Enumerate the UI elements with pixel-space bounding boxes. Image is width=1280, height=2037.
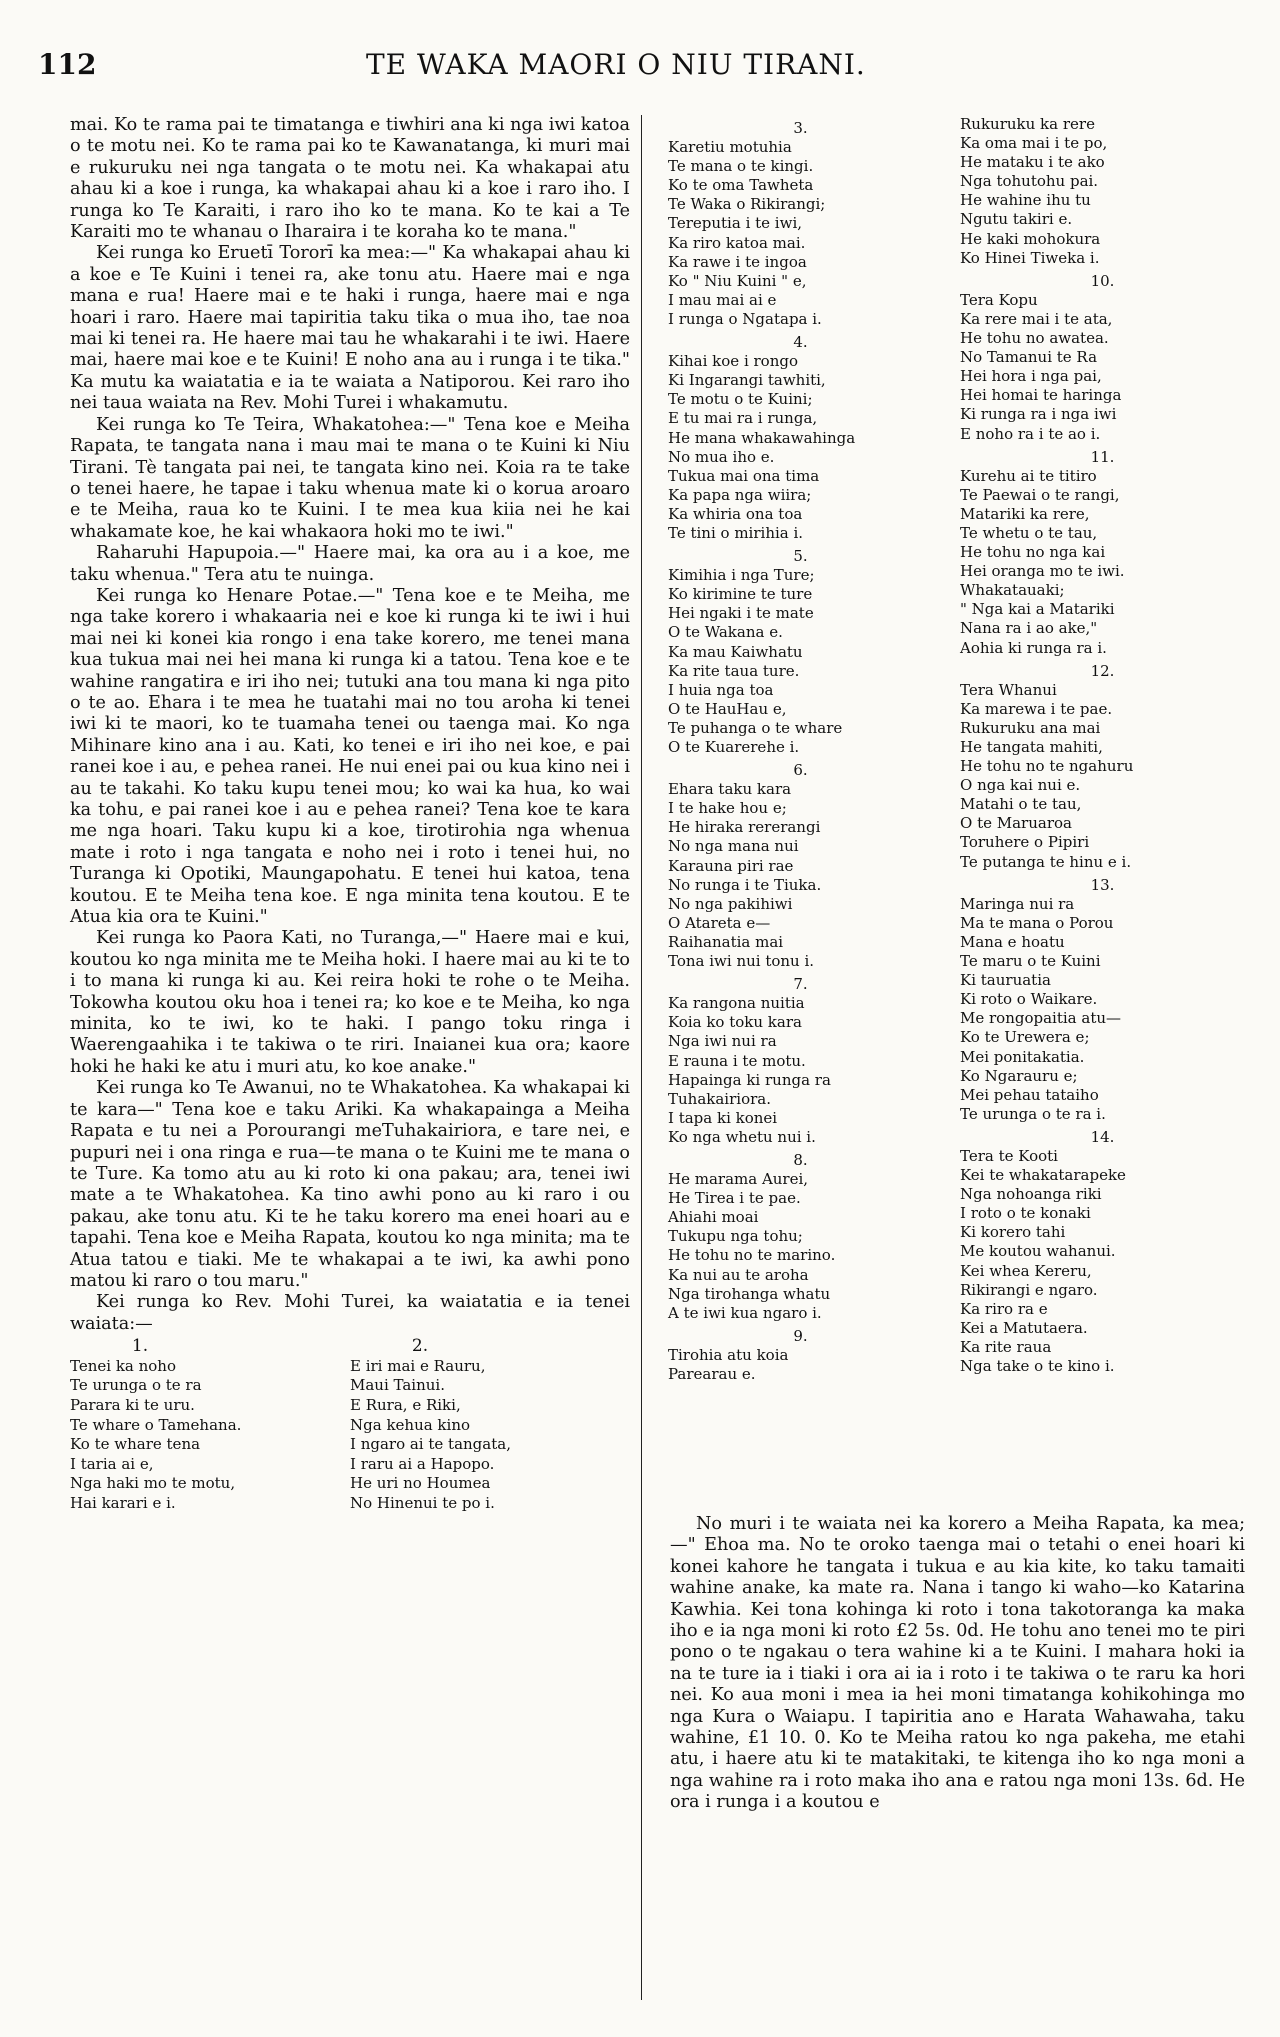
verse-line: Nga iwi nui ra	[668, 1032, 777, 1051]
song-verse	[668, 1151, 933, 1323]
verse-line: I ngaro ai te tangata,	[350, 1435, 511, 1454]
verse-number: 2.	[411, 1336, 429, 1357]
verse-line: Ka rangona nuitia	[668, 994, 805, 1013]
verse-line: I roto o te konaki	[960, 1204, 1091, 1223]
paragraph: Kei runga ko Paora Kati, no Turanga,—" Haere mai e kui, koutou ko nga minita me te Meiha hoki. I haere mai au ki te to i to mana ki runga ki au. Kei reira hoki te rohe o te Meiha. Tokowha koutou oku hoa i tenei ra; ko koe e te Meiha, ko nga minita, ko te iwi, ko te haki. I pango toku ringa i Waerengaahika i te takiwa o te riri. Inaianei kua ora; kaore hoki he haki ke atu i muri atu, ko koe anake."	[70, 928, 630, 1077]
song-verses-1-2	[70, 1337, 630, 1513]
verse-line: Ka mau Kaiwhatu	[668, 642, 803, 661]
verse-line: Karetiu motuhia	[668, 138, 792, 157]
verse-line: Te putanga te hinu e i.	[960, 852, 1132, 871]
verse-line: He tohu no awatea.	[960, 329, 1109, 348]
verse-line: Me koutou wahanui.	[960, 1242, 1116, 1261]
paragraph: Kei runga ko Eruetī Tororī ka mea:—" Ka whakapai ahau ki a koe e Te Kuini i tenei ra, ake tonu atu. Haere mai e nga mana e rua! Haere mai e te haki i runga, haere mai e nga hoari i raro. Haere mai tapiritia taku tika o mua iho, tae noa mai ki tenei ra. He haere mai tau he whakarahi i te iwi. Haere mai, haere mai koe e te Kuini! E noho ana au i runga i te tika." Ka mutu ka waiatatia e ia te waiata a Natiporou. Kei raro iho nei taua waiata na Rev. Mohi Turei i whakamutu.	[70, 243, 630, 414]
verse-number: 10.	[1090, 271, 1115, 290]
verse-line: He mana whakawahinga	[668, 428, 856, 447]
verse-line: Matahi o te tau,	[960, 795, 1082, 814]
verse-line: Te Waka o Rikirangi;	[668, 195, 826, 214]
verse-line: Ko te Urewera e;	[960, 1028, 1090, 1047]
song-verse	[960, 662, 1245, 872]
verse-line: No nga pakihiwi	[668, 894, 793, 913]
song-verse	[668, 975, 933, 1147]
verse-line: O te Maruaroa	[960, 814, 1072, 833]
verse-line: Ahiahi moai	[668, 1208, 759, 1227]
verse-line: Kei whea Kereru,	[960, 1261, 1092, 1280]
page-number: 112	[38, 48, 97, 81]
paragraph: Kei runga ko Henare Potae.—" Tena koe e te Meiha, me nga take korero i whakaaria nei e koe ki runga ki te iwi i hui mai nei ki konei kia rongo i ena take korero, me tenei mana kua tukua mai nei hei mana ki runga ki a tatou. Tena koe e te wahine rangatira e iri iho nei; tutuki ana tou mana ki nga pito o te ao. Ehara i te mea he tuatahi mai no tou aroha ki tenei iwi ki te maori, ko te tuamaha tenei ou taenga mai. Ko nga Mihinare kino ana i au. Kati, ko tenei e iri iho nei koe, e pai ranei koe i au, e pehea ranei. He nui enei pai ou kua kino nei i au te takahi. Ko taku kupu tenei mou; ko wai ka hua, ko wai ka tohu, e pai ranei koe i au e pehea ranei? Tena koe te kara me nga hoari. Taku kupu ki a koe, tirotirohia nga whenua mate i roto i nga tangata e noho nei i roto i tenei hui, no Turanga ki Opotiki, Maungapohatu. E tenei hui katoa, tena koutou. E te Meiha tena koe. E nga minita tena koutou. E te Atua kia ora te Kuini."	[70, 585, 630, 928]
paragraph: Kei runga ko Rev. Mohi Turei, ka waiatatia e ia tenei waiata:—	[70, 1292, 630, 1334]
verse-line: Hei oranga mo te iwi.	[960, 562, 1125, 581]
paragraph: Kei runga ko Te Awanui, no te Whakatohea. Ka whakapai ki te kara—" Tena koe e taku Ariki. Ka whakapainga a Meiha Rapata e tu nei a Porourangi meTuhakairiora, e tare nei, e pupuri nei i ona ringa e rua—te mana o te Kuini me te mana o te Ture. Ka tomo atu au ki roto ki ona pakau; ara, tenei iwi mate a te Whakatohea. Ka tino awhi pono au ki raro i ou pakau, ake tonu atu. Ki te he taku korero ma enei hoari au e tapahi. Tena koe e Meiha Rapata, koutou ko nga minita; ma te Atua tatou e tiaki. Me te whakapai a te iwi, ka awhi pono matou ki raro o tou maru."	[70, 1078, 630, 1291]
verse-number: 12.	[1090, 661, 1115, 680]
verse-line: Mei pehau tataiho	[960, 1085, 1099, 1104]
verse-line: He mataku i te ako	[960, 153, 1105, 172]
verse-line: Raihanatia mai	[668, 932, 784, 951]
verse-line: Te urunga o te ra	[70, 1376, 202, 1395]
song-verse	[668, 119, 933, 329]
verse-number: 9.	[793, 1326, 808, 1345]
verse-line: Rikirangi e ngaro.	[960, 1280, 1098, 1299]
verse-line: O te Kuarerehe i.	[668, 738, 800, 756]
verse-line: Te whare o Tamehana.	[70, 1415, 242, 1434]
verse-line: Rukuruku ka rere	[960, 115, 1095, 133]
verse-line: O te Wakana e.	[668, 623, 783, 642]
verse-line: He wahine ihu tu	[960, 191, 1091, 210]
verse-line: Me rongopaitia atu—	[960, 1009, 1122, 1028]
song-verse-2	[350, 1337, 630, 1513]
verse-line: He uri no Houmea	[350, 1474, 491, 1493]
verse-line: Te tini o mirihia i.	[668, 523, 804, 542]
verse-line: Ko nga whetu nui i.	[668, 1127, 816, 1146]
verse-line: No mua iho e.	[668, 447, 775, 466]
verse-line: Ka whiria ona toa	[668, 504, 803, 523]
column-divider	[641, 115, 642, 2000]
verse-line: Tera Whanui	[960, 680, 1057, 699]
verse-line: Tirohia atu koia	[668, 1345, 789, 1364]
verse-line: Tuhakairiora.	[668, 1089, 771, 1108]
verse-line: Parara ki te uru.	[70, 1395, 195, 1414]
verse-line: Ka rere mai i te ata,	[960, 309, 1113, 328]
verse-line: No Tamanui te Ra	[960, 348, 1098, 367]
verse-number: 1.	[131, 1336, 149, 1357]
verse-line: Tereputia i te iwi,	[668, 214, 803, 233]
verse-line: Kihai koe i rongo	[668, 352, 798, 371]
verse-line: Te mana o te kingi.	[668, 157, 814, 176]
verse-line: Ngutu takiri e.	[960, 210, 1073, 229]
verse-line: Koia ko toku kara	[668, 1013, 802, 1032]
verse-line: O te HauHau e,	[668, 699, 787, 718]
verse-number: 5.	[793, 547, 808, 566]
verse-line: Te motu o te Kuini;	[668, 390, 813, 409]
verse-line: Hai karari e i.	[70, 1493, 176, 1512]
song-verse	[668, 333, 933, 543]
verse-line: Ka oma mai i te po,	[960, 134, 1108, 153]
verse-line: He Tirea i te pae.	[668, 1189, 801, 1208]
verse-line: Hei homai te haringa	[960, 386, 1122, 405]
verse-line: Karauna piri rae	[668, 856, 794, 875]
verse-line: Hapainga ki runga ra	[668, 1070, 831, 1089]
verse-line: He tangata mahiti,	[960, 738, 1103, 756]
paragraph: Kei runga ko Te Teira, Whakatohea:—" Tena koe e Meiha Rapata, te tangata nana i mau mai te mana o te Kuini ki Niu Tirani. Tè tangata pai nei, te tangata kino nei. Koia ra te take o tenei haere, he tapae i taku whenua mate ki o korua aroaro e te Meiha, raua ko te Kuini. I te mea kua kiia nei he kai whakamate koe, he kai whakaora hoki mo te iwi."	[70, 414, 630, 542]
verse-line: Hei ngaki i te mate	[668, 604, 814, 623]
verse-line: No runga i te Tiuka.	[668, 875, 822, 894]
verse-number: 8.	[793, 1150, 808, 1169]
song-verse	[960, 272, 1245, 444]
verse-line: Kimihia i nga Ture;	[668, 566, 815, 585]
verse-number: 7.	[793, 975, 808, 994]
verse-number: 13.	[1090, 875, 1115, 894]
verse-line: I tapa ki konei	[668, 1108, 778, 1127]
verse-line: Ka rite raua	[960, 1337, 1052, 1356]
song-verse	[960, 876, 1245, 1124]
verse-line: Tona iwi nui tonu i.	[668, 952, 815, 971]
verse-line: Ka riro katoa mai.	[668, 233, 806, 252]
verse-line: He marama Aurei,	[668, 1170, 809, 1189]
paragraph: Raharuhi Hapupoia.—" Haere mai, ka ora au i a koe, me taku whenua." Tera atu te nuinga.	[70, 543, 630, 585]
verse-number: 14.	[1090, 1127, 1115, 1146]
verse-number: 4.	[793, 333, 808, 352]
verse-line: Nana ra i ao ake,"	[960, 619, 1098, 638]
verse-line: Te puhanga o te whare	[668, 718, 843, 737]
verse-line: Ki korero tahi	[960, 1223, 1066, 1242]
song-verse	[960, 1128, 1245, 1376]
verse-line: Ka rite taua ture.	[668, 661, 800, 680]
verse-line: Ko Hinei Tiweka i.	[960, 248, 1100, 267]
verse-line: Toruhere o Pipiri	[960, 833, 1090, 852]
verse-line: Rukuruku ana mai	[960, 718, 1101, 737]
verse-line: Ka papa nga wiira;	[668, 485, 812, 504]
verse-line: Kurehu ai te titiro	[960, 466, 1097, 485]
song-verse	[960, 115, 1245, 268]
verse-line: Ki tauruatia	[960, 971, 1051, 990]
verse-line: He tohu no te marino.	[668, 1246, 836, 1265]
verse-line: Tenei ka noho	[70, 1356, 177, 1375]
verse-column-b	[960, 115, 1245, 1376]
verse-line: E tu mai ra i runga,	[668, 409, 818, 428]
verse-line: O nga kai nui e.	[960, 776, 1081, 795]
verse-line: E rauna i te motu.	[668, 1051, 806, 1070]
verse-line: He tohu no te ngahuru	[960, 757, 1134, 776]
verse-column-a	[668, 115, 933, 1384]
right-column-prose	[670, 1514, 1245, 1814]
verse-number: 6.	[793, 761, 808, 780]
verse-line: Nga take o te kino i.	[960, 1357, 1115, 1375]
verse-line: Kei a Matutaera.	[960, 1318, 1088, 1337]
verse-line: Ki Ingarangi tawhiti,	[668, 371, 826, 390]
running-title: TE WAKA MAORI O NIU TIRANI.	[366, 48, 866, 81]
verse-line: Aohia ki runga ra i.	[960, 638, 1107, 657]
verse-number: 11.	[1090, 447, 1115, 466]
verse-line: Ki runga ra i nga iwi	[960, 405, 1117, 424]
verse-line: Tukua mai ona tima	[668, 466, 820, 485]
left-column	[70, 115, 630, 1514]
song-verse-1	[70, 1337, 350, 1513]
verse-line: Ko te whare tena	[70, 1435, 201, 1454]
verse-line: E noho ra i te ao i.	[960, 424, 1101, 443]
verse-line: No nga mana nui	[668, 837, 799, 856]
verse-line: Te Paewai o te rangi,	[960, 485, 1120, 504]
verse-line: Ka rawe i te ingoa	[668, 252, 807, 271]
verse-line: Te maru o te Kuini	[960, 952, 1101, 971]
verse-line: Tukupu nga tohu;	[668, 1227, 803, 1246]
page-header	[38, 48, 1248, 98]
verse-line: Ka riro ra e	[960, 1299, 1048, 1318]
verse-line: O Atareta e—	[668, 913, 771, 932]
verse-line: Tera Kopu	[960, 290, 1038, 309]
verse-line: Ko kirimine te ture	[668, 585, 813, 604]
song-verse	[668, 547, 933, 757]
verse-line: Whakatauaki;	[960, 581, 1065, 600]
verse-line: Mana e hoatu	[960, 932, 1065, 951]
verse-line: Ka nui au te aroha	[668, 1265, 809, 1284]
song-verse	[668, 1327, 933, 1384]
verse-line: E iri mai e Rauru,	[350, 1356, 486, 1375]
verse-line: Tera te Kooti	[960, 1146, 1058, 1165]
verse-line: Matariki ka rere,	[960, 504, 1090, 523]
verse-line: A te iwi kua ngaro i.	[668, 1303, 822, 1322]
verse-number: 3.	[793, 119, 808, 137]
paragraph: No muri i te waiata nei ka korero a Meiha Rapata, ka mea;—" Ehoa ma. No te oroko taenga mai o tetahi o enei hoari ki konei kahore he tangata i tukua e au kia kite, ko taku tamaiti wahine anake, ka mate ra. Nana i tango ki waho—ko Katarina Kawhia. Kei tona kohinga ki roto i tona takotoranga ka maka iho e ia nga moni ki roto £2 5s. 0d. He tohu ano tenei mo te piri pono o te ngakau o tera wahine ki a te Kuini. I mahara hoki ia na te ture ia i tiaki i ora ai ia i roto i te takiwa o te raru ka hori nei. Ko aua moni i mea ia hei moni timatanga kohikohinga mo nga Kura o Waiapu. I tapiritia ano e Harata Wahawaha, taku wahine, £1 10. 0. Ko te Meiha ratou ko nga pakeha, me etahi atu, i haere atu ki te matakitaki, te kitenga iho ko nga moni a nga wahine ra i roto maka iho ana e ratou nga moni 13s. 6d. He ora i runga i a koutou e	[670, 1514, 1245, 1813]
verse-line: No Hinenui te po i.	[350, 1493, 495, 1512]
verse-line: Ehara taku kara	[668, 780, 792, 799]
verse-line: Ko " Niu Kuini " e,	[668, 271, 807, 290]
verse-line: Ko te oma Tawheta	[668, 176, 814, 195]
verse-line: Nga haki mo te motu,	[70, 1474, 236, 1493]
verse-line: Ka marewa i te pae.	[960, 699, 1113, 718]
verse-line: I raru ai a Hapopo.	[350, 1454, 495, 1473]
paragraph: mai. Ko te rama pai te timatanga e tiwhiri ana ki nga iwi katoa o te motu nei. Ko te rama pai ko te Kawanatanga, ki muri mai e rukuruku nei nga tangata o te motu nei. Ka whakapai atu ahau ki a koe i runga, ka whakapai ahau ki a koe i raro iho. I runga ko Te Karaiti, i raro iho ko te mana. Ko te kai a Te Karaiti mo te whanau o Iharaira i te koraha ko te mana."	[70, 115, 630, 243]
verse-line: E Rura, e Riki,	[350, 1395, 461, 1414]
verse-line: I huia nga toa	[668, 680, 774, 699]
verse-line: Te urunga o te ra i.	[960, 1104, 1106, 1123]
song-verse	[960, 448, 1245, 658]
verse-line: I mau mai ai e	[668, 290, 777, 309]
verse-line: " Nga kai a Matariki	[960, 600, 1115, 619]
verse-line: Ki roto o Waikare.	[960, 990, 1098, 1009]
verse-line: He kaki mohokura	[960, 229, 1101, 248]
verse-line: He hiraka rererangi	[668, 818, 821, 837]
verse-line: Ma te mana o Porou	[960, 913, 1114, 932]
verse-line: Ko Ngarauru e;	[960, 1066, 1078, 1085]
verse-line: Kei te whakatarapeke	[960, 1166, 1126, 1185]
verse-line: Maui Tainui.	[350, 1376, 445, 1395]
verse-line: Maringa nui ra	[960, 894, 1075, 913]
verse-line: Nga tirohanga whatu	[668, 1284, 831, 1303]
verse-line: Te whetu o te tau,	[960, 523, 1098, 542]
verse-line: Mei ponitakatia.	[960, 1047, 1085, 1066]
verse-line: Nga tohutohu pai.	[960, 172, 1099, 191]
verse-line: I taria ai e,	[70, 1454, 154, 1473]
song-verse	[668, 761, 933, 971]
verse-line: I runga o Ngatapa i.	[668, 309, 822, 328]
verse-line: I te hake hou e;	[668, 799, 787, 818]
verse-line: Nga nohoanga riki	[960, 1185, 1102, 1204]
verse-line: He tohu no nga kai	[960, 543, 1106, 562]
verse-line: Parearau e.	[668, 1365, 756, 1383]
verse-line: Nga kehua kino	[350, 1415, 471, 1434]
verse-line: Hei hora i nga pai,	[960, 367, 1102, 386]
